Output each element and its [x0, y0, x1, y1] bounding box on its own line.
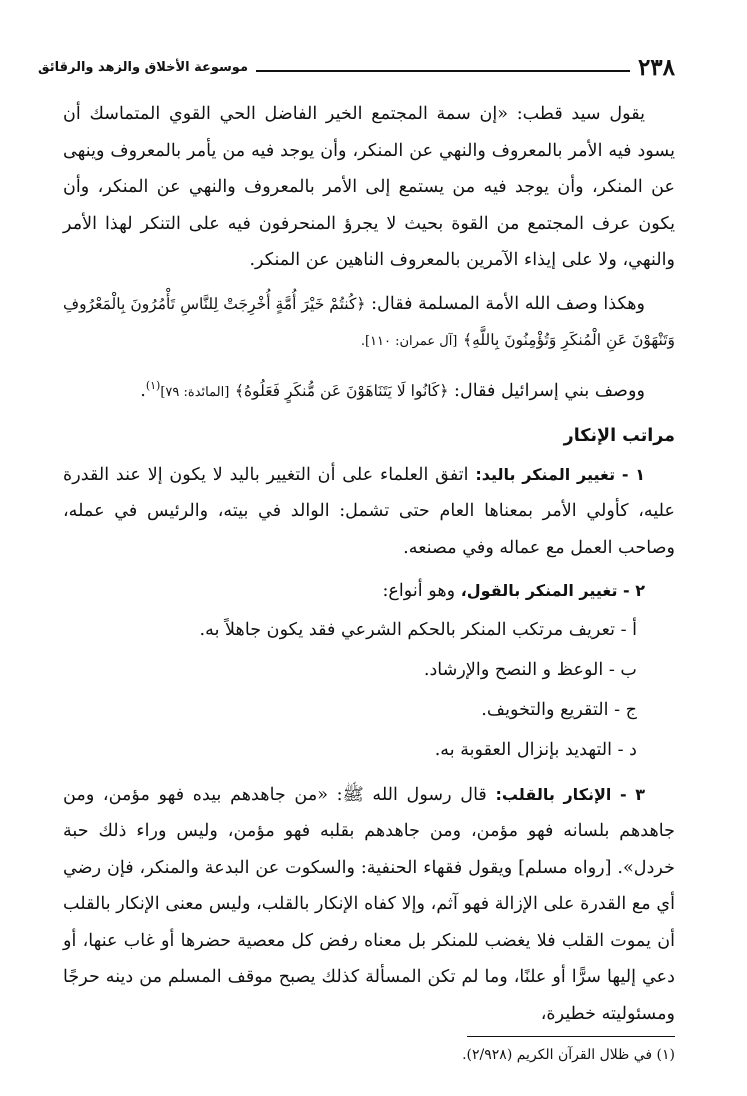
list-item-hand [63, 457, 675, 567]
sub-item-c: ج - التقريع والتخويف. [481, 699, 637, 720]
list-item-speech [63, 573, 675, 610]
section-heading: مراتب الإنكار [563, 425, 675, 446]
paragraph-intro: ووصف بني إسرائيل فقال: [448, 380, 645, 401]
item-text: اتفق العلماء على أن التغيير باليد لا يكون إلا عند القدرة عليه، كأولي الأمر بمعناها العام حتى تشمل: الوالد في بيته، والرئيس في عمله، وصاحب العمل مع عماله وفي مصنعه. [63, 464, 675, 558]
paragraph-intro: وهكذا وصف الله الأمة المسلمة فقال: [365, 293, 645, 314]
item-term: ٢ - تغيير المنكر بالقول، [460, 581, 645, 601]
item-text: قال رسول الله ﷺ: «من جاهدهم بيده فهو مؤمن، ومن جاهدهم بلسانه فهو مؤمن، ومن جاهدهم بقلبه فهو مؤمن، وليس وراء ذلك حبة خردل». [رواه مسلم] ويقول فقهاء الحنفية: والسكوت عن البدعة والمنكر، فإن رضي أي مع القدرة على الإزالة فهو آثم، وإلا كفاه الإنكار بالقلب، وليس معنى الإنكار بالقلب أن يموت القلب فلا يغضب للمنكر بل معناه رفض كل معصية حضرها أو غاب عنها، أو دعي إليها سرًّا أو علنًا، وما لم تكن المسألة كذلك يصبح موقف المسلم من دينه حرجًا ومسئوليته خطيرة، [63, 784, 675, 1024]
verse-reference: [المائدة: ٧٩] [160, 384, 230, 400]
sub-item-a: أ - تعريف مرتكب المنكر بالحكم الشرعي فقد يكون جاهلاً به. [199, 619, 637, 640]
item-term: ١ - تغيير المنكر باليد: [475, 464, 645, 484]
verse-reference: [آل عمران: ١١٠]. [360, 334, 458, 349]
book-title: موسوعة الأخلاق والزهد والرقائق [38, 59, 248, 75]
footnote: (١) في ظلال القرآن الكريم (٢/٩٢٨). [462, 1047, 675, 1063]
item-term: ٣ - الإنكار بالقلب: [495, 784, 646, 804]
item-text: وهو أنواع: [382, 581, 461, 602]
running-header [38, 50, 675, 84]
header-rule [256, 70, 630, 72]
footnote-separator [467, 1036, 675, 1037]
sub-item-b: ب - الوعظ و النصح والإرشاد. [423, 659, 637, 680]
list-item-heart [63, 777, 675, 1033]
quran-verse: ﴿كُنتُمْ خَيْرَ أُمَّةٍ أُخْرِجَتْ لِلنَّاسِ تَأْمُرُونَ بِالْمَعْرُوفِ وَتَنْهَوْنَ عَنِ الْمُنكَرِ وَتُؤْمِنُونَ بِاللَّهِ﴾ [63, 294, 675, 349]
paragraph-sayyid-qutb: يقول سيد قطب: «إن سمة المجتمع الخير الفاضل الحي القوي المتماسك أن يسود فيه الأمر بالمعروف والنهي عن المنكر، وأن يوجد فيه من يأمر بالمعروف وينهى عن المنكر، وأن يوجد فيه من يستمع إلى الأمر بالمعروف والنهي عن المنكر، وأن يكون عرف المجتمع من القوة بحيث لا يجرؤ المنحرفون فيه على التنكر لهذا الأمر والنهي، ولا على إيذاء الآمرين بالمعروف الناهين عن المنكر. [63, 104, 675, 270]
main-text [63, 96, 675, 1032]
sub-item-d: د - التهديد بإنزال العقوبة به. [434, 739, 637, 760]
footnote-marker: (١) [145, 378, 161, 392]
paragraph-bani-israel [63, 368, 675, 411]
quran-verse: ﴿كَانُوا لَا يَتَنَاهَوْنَ عَن مُّنكَرٍ فَعَلُوهُ﴾ [234, 381, 449, 400]
paragraph-muslim-nation [63, 286, 675, 361]
page-number: ٢٣٨ [637, 53, 675, 81]
sentence-end: . [140, 380, 146, 401]
